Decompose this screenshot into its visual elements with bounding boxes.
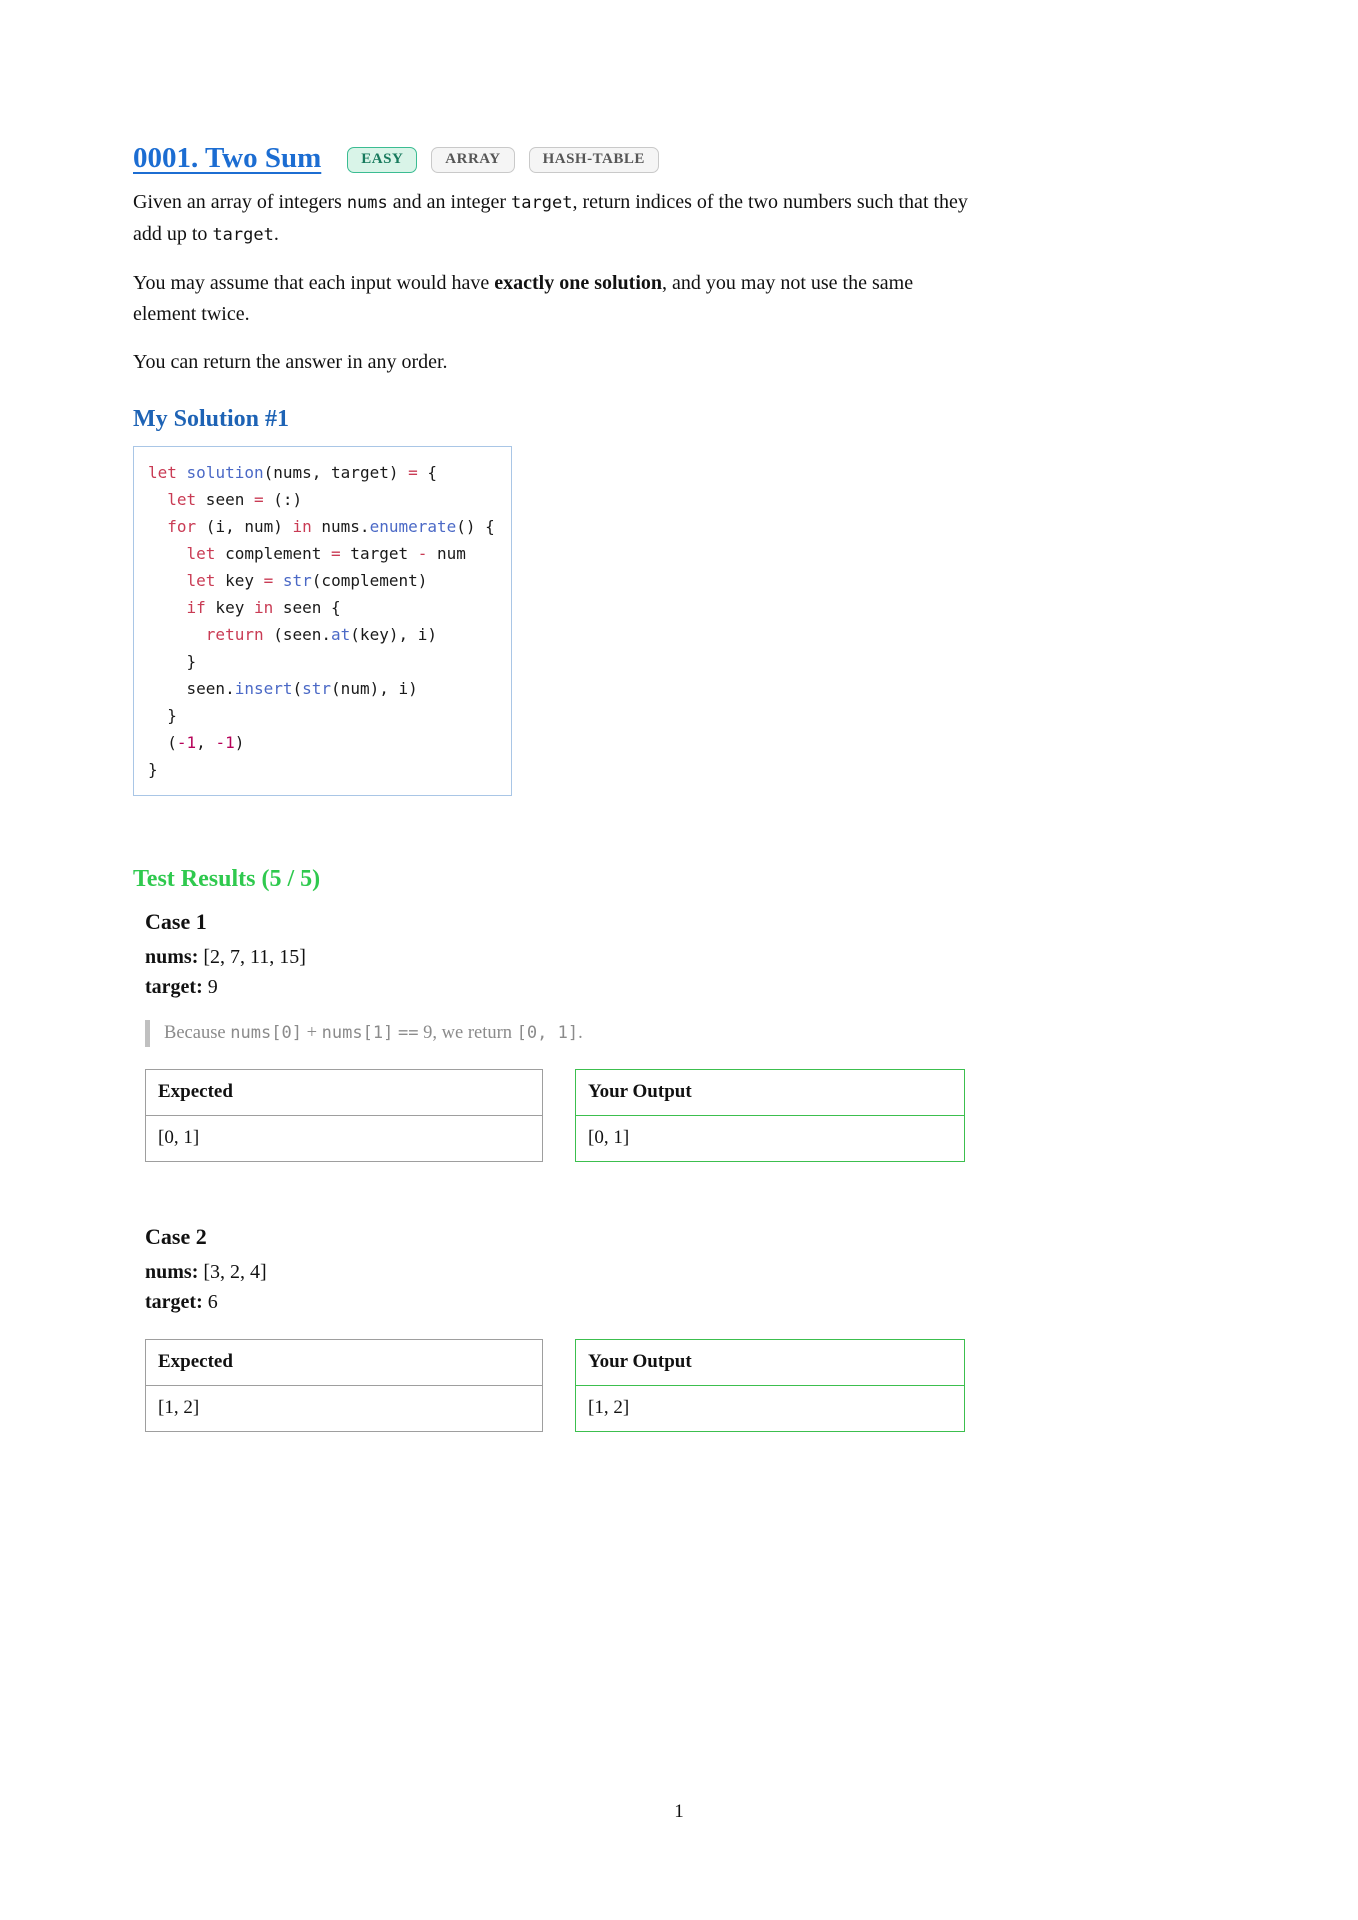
code-token: target bbox=[340, 544, 418, 563]
text-segment: . bbox=[578, 1023, 583, 1043]
case-1-explanation-quote bbox=[145, 1020, 705, 1047]
nums-label: nums: bbox=[145, 1261, 199, 1283]
page-header bbox=[133, 142, 1358, 175]
expected-table bbox=[145, 1069, 543, 1162]
text-segment: You may assume that each input would have bbox=[133, 272, 495, 294]
code-token: nums. bbox=[311, 517, 370, 536]
text-segment: , and you may not use the same element twice. bbox=[133, 272, 914, 325]
text-segment: target bbox=[511, 193, 573, 213]
case-1-nums-line bbox=[145, 942, 1358, 972]
code-line bbox=[148, 594, 495, 621]
code-token: if bbox=[186, 598, 206, 617]
code-token: seen { bbox=[273, 598, 341, 617]
code-token: str bbox=[282, 571, 312, 590]
target-label: target: bbox=[145, 1291, 203, 1313]
badge-array: ARRAY bbox=[431, 147, 514, 173]
code-token: (seen. bbox=[263, 625, 332, 644]
code-token: at bbox=[331, 625, 351, 644]
badge-list bbox=[347, 145, 659, 173]
test-results-heading: Test Results (5 / 5) bbox=[133, 866, 321, 892]
code-token: } bbox=[148, 760, 158, 779]
case-1-title: Case 1 bbox=[145, 909, 207, 934]
text-segment: [0, 1] bbox=[516, 1023, 579, 1043]
code-token: str bbox=[302, 679, 332, 698]
code-token: insert bbox=[234, 679, 293, 698]
code-token: } bbox=[148, 652, 197, 671]
code-token bbox=[148, 625, 206, 644]
text-segment: and an integer bbox=[387, 191, 512, 213]
code-token: , bbox=[196, 733, 216, 752]
code-token: (nums, target) bbox=[263, 463, 409, 482]
page-number: 1 bbox=[674, 1801, 684, 1822]
text-segment: , return indices of the two numbers such that they add up to bbox=[133, 191, 968, 245]
code-line bbox=[148, 513, 495, 540]
code-token bbox=[148, 517, 167, 536]
code-line bbox=[148, 567, 495, 594]
code-token: let bbox=[186, 571, 216, 590]
code-token: () { bbox=[456, 517, 495, 536]
code-token: seen. bbox=[148, 679, 235, 698]
code-line bbox=[148, 486, 495, 513]
code-token: for bbox=[167, 517, 197, 536]
your-output-table bbox=[575, 1339, 965, 1432]
code-line bbox=[148, 540, 495, 567]
code-token: num bbox=[427, 544, 466, 563]
your-output-table-header: Your Output bbox=[576, 1340, 964, 1386]
code-token bbox=[177, 463, 187, 482]
code-token: } bbox=[148, 706, 177, 725]
case-2-result-tables bbox=[145, 1339, 1358, 1432]
code-token: (complement) bbox=[311, 571, 428, 590]
code-token: ( bbox=[292, 679, 303, 698]
case-2-target-line bbox=[145, 1287, 1358, 1317]
nums-label: nums: bbox=[145, 946, 199, 968]
code-token: in bbox=[253, 598, 274, 617]
code-token: seen bbox=[196, 490, 254, 509]
code-token: ) bbox=[234, 733, 245, 752]
text-segment: . bbox=[273, 223, 279, 245]
code-token: key bbox=[215, 571, 264, 590]
code-line bbox=[148, 621, 495, 648]
case-2-section bbox=[145, 1224, 1358, 1432]
code-token: solution bbox=[186, 463, 264, 482]
text-segment: nums[1] bbox=[321, 1023, 394, 1043]
code-token bbox=[148, 490, 167, 509]
code-token: (num), i) bbox=[331, 679, 418, 698]
code-line bbox=[148, 729, 495, 756]
code-line bbox=[148, 675, 495, 702]
text-segment: == bbox=[398, 1023, 419, 1043]
text-segment: Because bbox=[164, 1023, 231, 1043]
text-segment: Given an array of integers bbox=[133, 191, 347, 213]
expected-table-header: Expected bbox=[146, 1340, 542, 1386]
solution-code-block bbox=[133, 446, 512, 796]
target-value: 6 bbox=[207, 1291, 218, 1313]
text-segment: nums[0] bbox=[230, 1023, 302, 1043]
code-token: -1 bbox=[176, 733, 197, 752]
code-token: { bbox=[417, 463, 438, 482]
your-output-table-value: [0, 1] bbox=[588, 1127, 630, 1148]
code-token: (:) bbox=[263, 490, 303, 509]
code-line bbox=[148, 702, 495, 729]
badge-easy: EASY bbox=[347, 147, 417, 173]
code-token: = bbox=[263, 571, 274, 590]
your-output-table bbox=[575, 1069, 965, 1162]
code-token: let bbox=[148, 463, 177, 482]
your-output-table-header: Your Output bbox=[576, 1070, 964, 1116]
code-token: - bbox=[417, 544, 428, 563]
code-line bbox=[148, 459, 495, 486]
expected-table-header: Expected bbox=[146, 1070, 542, 1116]
your-output-table-value: [1, 2] bbox=[588, 1397, 630, 1418]
text-segment: exactly one solution bbox=[494, 272, 663, 294]
code-token: let bbox=[167, 490, 197, 509]
code-token: enumerate bbox=[369, 517, 457, 536]
code-token: (key), i) bbox=[350, 625, 437, 644]
code-token: ( bbox=[148, 733, 177, 752]
text-segment: nums bbox=[346, 193, 388, 213]
code-line bbox=[148, 648, 495, 675]
code-token bbox=[148, 571, 187, 590]
nums-value: [2, 7, 11, 15] bbox=[203, 946, 306, 968]
text-segment: 9, we return bbox=[418, 1023, 517, 1043]
case-2-title: Case 2 bbox=[145, 1224, 207, 1249]
code-token: (i, num) bbox=[196, 517, 293, 536]
problem-title-link[interactable]: 0001. Two Sum bbox=[133, 142, 322, 174]
expected-table-value: [1, 2] bbox=[158, 1397, 200, 1418]
code-token: complement bbox=[215, 544, 332, 563]
text-segment: + bbox=[301, 1023, 322, 1043]
code-token: = bbox=[331, 544, 341, 563]
case-1-target-line bbox=[145, 972, 1358, 1002]
expected-table bbox=[145, 1339, 543, 1432]
code-token: return bbox=[205, 625, 264, 644]
code-token bbox=[148, 598, 187, 617]
code-token: -1 bbox=[215, 733, 235, 752]
code-token bbox=[148, 544, 187, 563]
problem-description-paragraph-1 bbox=[133, 187, 981, 251]
target-value: 9 bbox=[207, 976, 218, 998]
code-token: = bbox=[408, 463, 418, 482]
code-token bbox=[273, 571, 283, 590]
problem-description-paragraph-3 bbox=[133, 347, 981, 378]
solution-heading: My Solution #1 bbox=[133, 406, 290, 432]
badge-hash-table: HASH-TABLE bbox=[529, 147, 659, 173]
nums-value: [3, 2, 4] bbox=[203, 1261, 267, 1283]
expected-table-value: [0, 1] bbox=[158, 1127, 200, 1148]
case-1-section bbox=[145, 909, 1358, 1162]
code-token: key bbox=[205, 598, 254, 617]
case-1-result-tables bbox=[145, 1069, 1358, 1162]
problem-description-paragraph-2 bbox=[133, 268, 981, 330]
text-segment: target bbox=[212, 225, 274, 245]
code-token: = bbox=[253, 490, 264, 509]
case-2-nums-line bbox=[145, 1257, 1358, 1287]
text-segment: You can return the answer in any order. bbox=[133, 351, 448, 373]
code-token: let bbox=[186, 544, 216, 563]
code-token: in bbox=[292, 517, 312, 536]
target-label: target: bbox=[145, 976, 203, 998]
code-line bbox=[148, 756, 495, 783]
